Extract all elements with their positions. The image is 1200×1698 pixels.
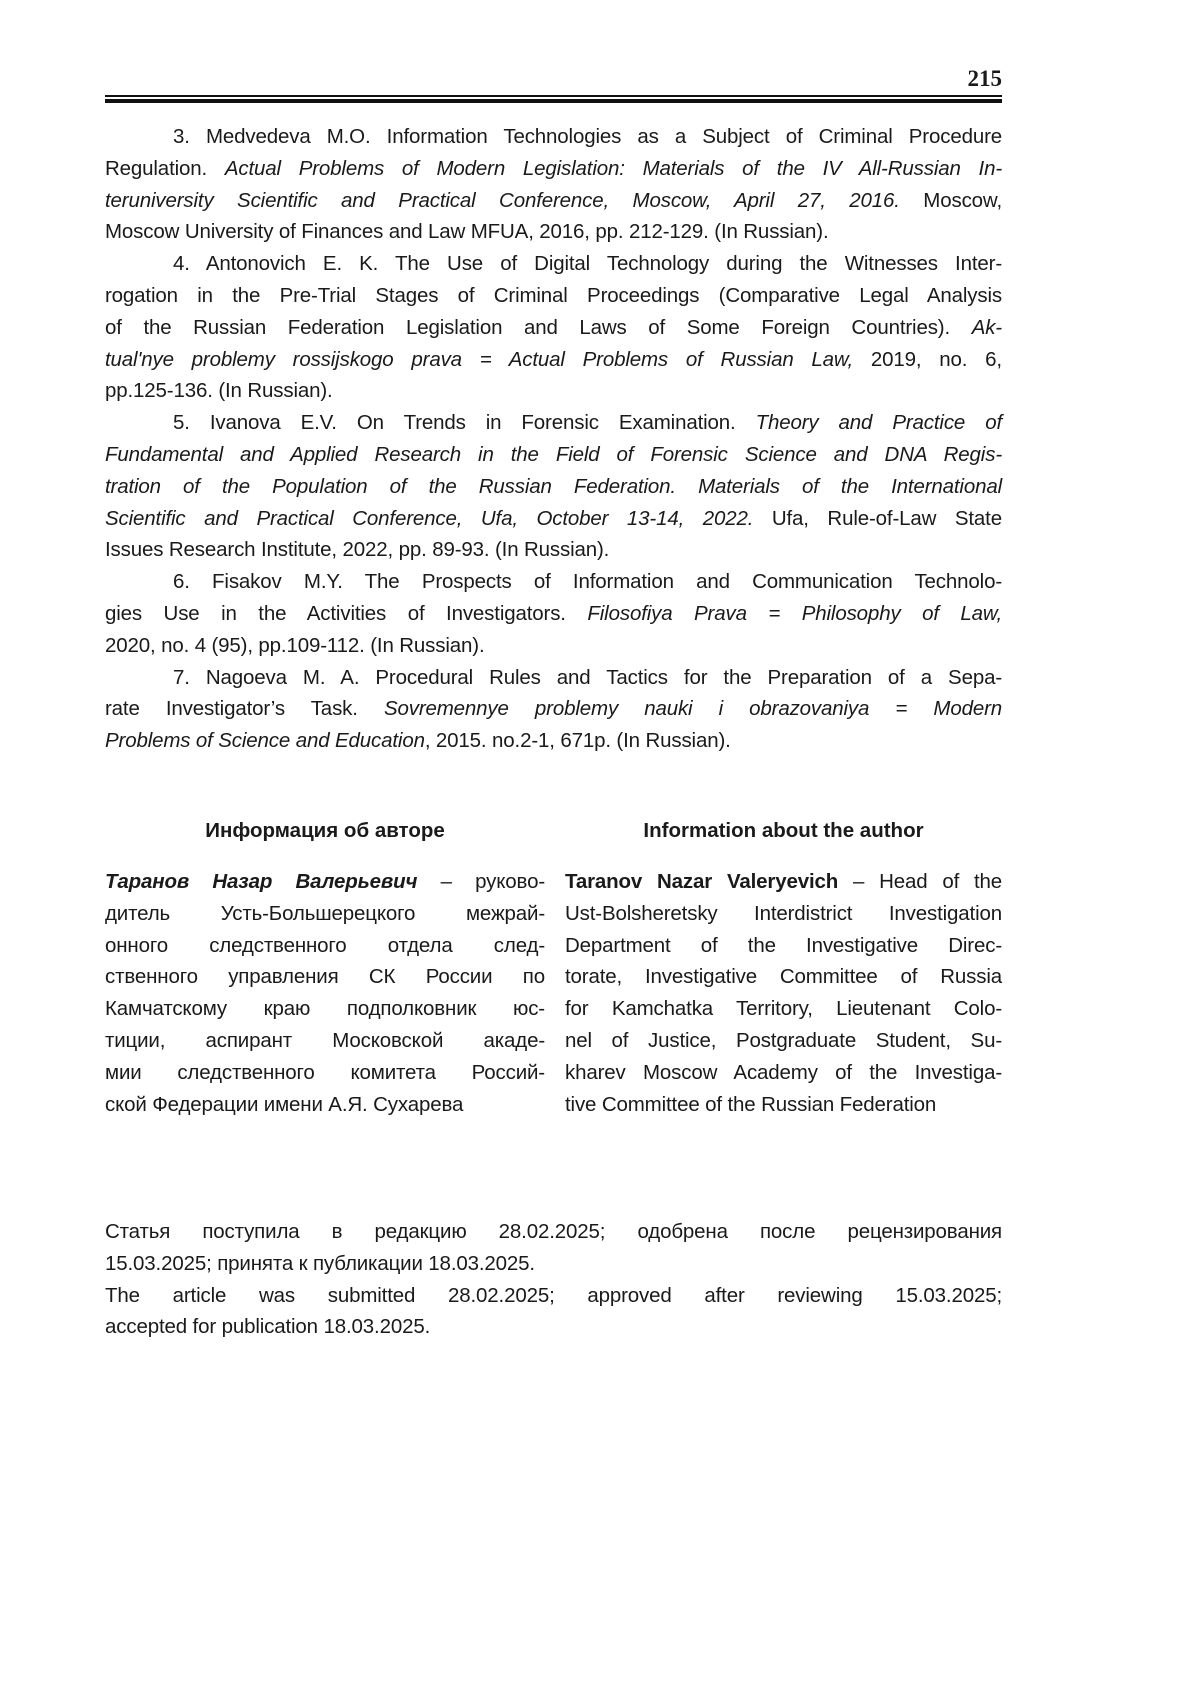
text-segment: Taranov Nazar Valeryevich bbox=[565, 870, 839, 893]
author-line bbox=[105, 1089, 545, 1121]
text-segment: 7. Nagoeva M. A. Procedural Rules and Tactics for the Preparation of a Sepa- bbox=[173, 665, 1002, 689]
reference-item bbox=[105, 121, 1002, 248]
text-segment: Статья поступила в редакцию 28.02.2025; одобрена после рецензирования bbox=[105, 1220, 1002, 1243]
author-line bbox=[105, 993, 545, 1025]
text-segment: Ust-Bolsheretsky Interdistrict Investigation bbox=[565, 901, 1002, 925]
author-line bbox=[105, 1025, 545, 1057]
text-segment: 15.03.2025; принята к публикации 18.03.2025. bbox=[105, 1251, 535, 1275]
text-segment: kharev Moscow Academy of the Investiga- bbox=[565, 1060, 1002, 1084]
page-number: 215 bbox=[967, 66, 1002, 91]
text-segment: 4. Antonovich E. K. The Use of Digital Technology during the Witnesses Inter- bbox=[173, 252, 1002, 276]
text-segment: of the Russian Federation Legislation and Laws of Some Foreign Countries). bbox=[105, 315, 972, 339]
reference-line bbox=[105, 248, 1002, 280]
author-line bbox=[565, 961, 1002, 993]
header-rule-thin bbox=[105, 95, 1002, 97]
reference-line bbox=[105, 534, 1002, 566]
reference-line bbox=[105, 153, 1002, 185]
reference-line bbox=[105, 439, 1002, 471]
text-segment: 6. Fisakov M.Y. The Prospects of Information and Communication Technolo- bbox=[173, 570, 1002, 594]
reference-line bbox=[105, 375, 1002, 407]
author-line bbox=[565, 898, 1002, 930]
author-line bbox=[105, 898, 545, 930]
header-rule-thick bbox=[105, 99, 1002, 103]
references-list bbox=[105, 121, 1002, 757]
text-segment: tual'nye problemy rossijskogo prava = Actual Problems of Russian Law, bbox=[105, 347, 853, 371]
text-segment: teruniversity Scientific and Practical Conference, Moscow, April 27, 2016. bbox=[105, 188, 900, 212]
reference-item bbox=[105, 248, 1002, 407]
text-segment: tive Committee of the Russian Federation bbox=[565, 1092, 937, 1116]
text-segment: ственного управления СК России по bbox=[105, 965, 545, 989]
text-segment: Problems of Science and Education bbox=[105, 729, 425, 753]
text-segment: tration of the Population of the Russian Federation. Materials of the International bbox=[105, 474, 1002, 498]
text-segment: torate, Investigative Committee of Russia bbox=[565, 965, 1002, 989]
author-line bbox=[565, 1025, 1002, 1057]
author-line bbox=[565, 1089, 1002, 1121]
dates-line bbox=[105, 1280, 1002, 1312]
reference-line bbox=[105, 598, 1002, 630]
text-segment: pp.125-136. (In Russian). bbox=[105, 379, 333, 403]
author-line bbox=[105, 930, 545, 962]
reference-line bbox=[105, 121, 1002, 153]
dates-line bbox=[105, 1216, 1002, 1248]
reference-line bbox=[105, 280, 1002, 312]
text-segment: Moscow, bbox=[899, 188, 1002, 212]
text-segment: nel of Justice, Postgraduate Student, Su- bbox=[565, 1028, 1002, 1052]
author-line bbox=[565, 1057, 1002, 1089]
text-segment: Sovremennye problemy nauki i obrazovaniya = Modern bbox=[383, 697, 1002, 721]
text-segment: rate Investigator’s Task. bbox=[105, 697, 384, 721]
text-segment: , 2015. no.2-1, 671p. (In Russian). bbox=[424, 729, 731, 753]
text-segment: Scientific and Practical Conference, Ufa, October 13-14, 2022. bbox=[105, 506, 754, 530]
author-info-en bbox=[565, 866, 1002, 1120]
text-segment: Камчатскому краю подполковник юс- bbox=[105, 997, 545, 1021]
text-segment: Department of the Investigative Direc- bbox=[565, 933, 1002, 957]
text-segment: дитель Усть-Большерецкого межрай- bbox=[105, 901, 545, 925]
text-segment: Ufa, Rule-of-Law State bbox=[753, 506, 1002, 530]
reference-line bbox=[105, 630, 1002, 662]
reference-item bbox=[105, 662, 1002, 757]
author-line bbox=[565, 993, 1002, 1025]
text-segment: The article was submitted 28.02.2025; approved after reviewing 15.03.2025; bbox=[105, 1283, 1002, 1307]
reference-line bbox=[105, 662, 1002, 694]
text-segment: Actual Problems of Modern Legislation: Materials of the IV All-Russian In- bbox=[224, 156, 1002, 180]
author-info-heading-ru: Информация об авторе bbox=[205, 819, 445, 842]
text-segment: – Head of the bbox=[838, 870, 1003, 893]
text-segment: Filosofiya Prava = Philosophy of Law, bbox=[587, 601, 1002, 625]
text-segment: ской Федерации имени А.Я. Сухарева bbox=[105, 1092, 464, 1116]
reference-line bbox=[105, 312, 1002, 344]
text-segment: 5. Ivanova E.V. On Trends in Forensic Examination. bbox=[173, 411, 756, 435]
text-segment: 3. Medvedeva M.O. Information Technologies as a Subject of Criminal Procedure bbox=[173, 125, 1002, 148]
text-segment: Таранов Назар Валерьевич bbox=[105, 870, 418, 893]
text-segment: accepted for publication 18.03.2025. bbox=[105, 1315, 431, 1339]
text-segment: тиции, аспирант Московской акаде- bbox=[105, 1028, 545, 1052]
text-segment: 2020, no. 4 (95), pp.109-112. (In Russian). bbox=[105, 633, 485, 657]
author-line bbox=[105, 1057, 545, 1089]
reference-line bbox=[105, 185, 1002, 217]
reference-line bbox=[105, 725, 1002, 757]
author-line bbox=[105, 961, 545, 993]
text-segment: онного следственного отдела след- bbox=[105, 933, 545, 957]
text-segment: rogation in the Pre-Trial Stages of Criminal Proceedings (Comparative Legal Analysis bbox=[105, 283, 1002, 307]
text-segment: – руково- bbox=[417, 870, 545, 893]
text-segment: мии следственного комитета Россий- bbox=[105, 1060, 545, 1084]
reference-line bbox=[105, 407, 1002, 439]
reference-line bbox=[105, 566, 1002, 598]
reference-line bbox=[105, 693, 1002, 725]
text-segment: for Kamchatka Territory, Lieutenant Colo- bbox=[565, 997, 1002, 1021]
reference-item bbox=[105, 566, 1002, 661]
text-segment: Theory and Practice of bbox=[755, 411, 1002, 435]
reference-item bbox=[105, 407, 1002, 566]
text-segment: Regulation. bbox=[105, 156, 225, 180]
text-segment: Ak- bbox=[971, 315, 1002, 339]
reference-line bbox=[105, 216, 1002, 248]
reference-line bbox=[105, 471, 1002, 503]
author-line bbox=[565, 930, 1002, 962]
dates-line bbox=[105, 1311, 1002, 1343]
dates-line bbox=[105, 1248, 1002, 1280]
author-info-heading-en: Information about the author bbox=[643, 819, 924, 842]
author-line bbox=[565, 866, 1002, 898]
text-segment: Fundamental and Applied Research in the Field of Forensic Science and DNA Regis- bbox=[105, 442, 1002, 466]
author-line bbox=[105, 866, 545, 898]
author-info-ru bbox=[105, 866, 545, 1120]
text-segment: Moscow University of Finances and Law MFUA, 2016, pp. 212-129. (In Russian). bbox=[105, 220, 829, 244]
text-segment: 2019, no. 6, bbox=[853, 347, 1002, 371]
text-segment: Issues Research Institute, 2022, pp. 89-93. (In Russian). bbox=[105, 538, 610, 562]
text-segment: gies Use in the Activities of Investigators. bbox=[105, 601, 588, 625]
article-dates bbox=[105, 1216, 1002, 1343]
reference-line bbox=[105, 503, 1002, 535]
reference-line bbox=[105, 344, 1002, 376]
